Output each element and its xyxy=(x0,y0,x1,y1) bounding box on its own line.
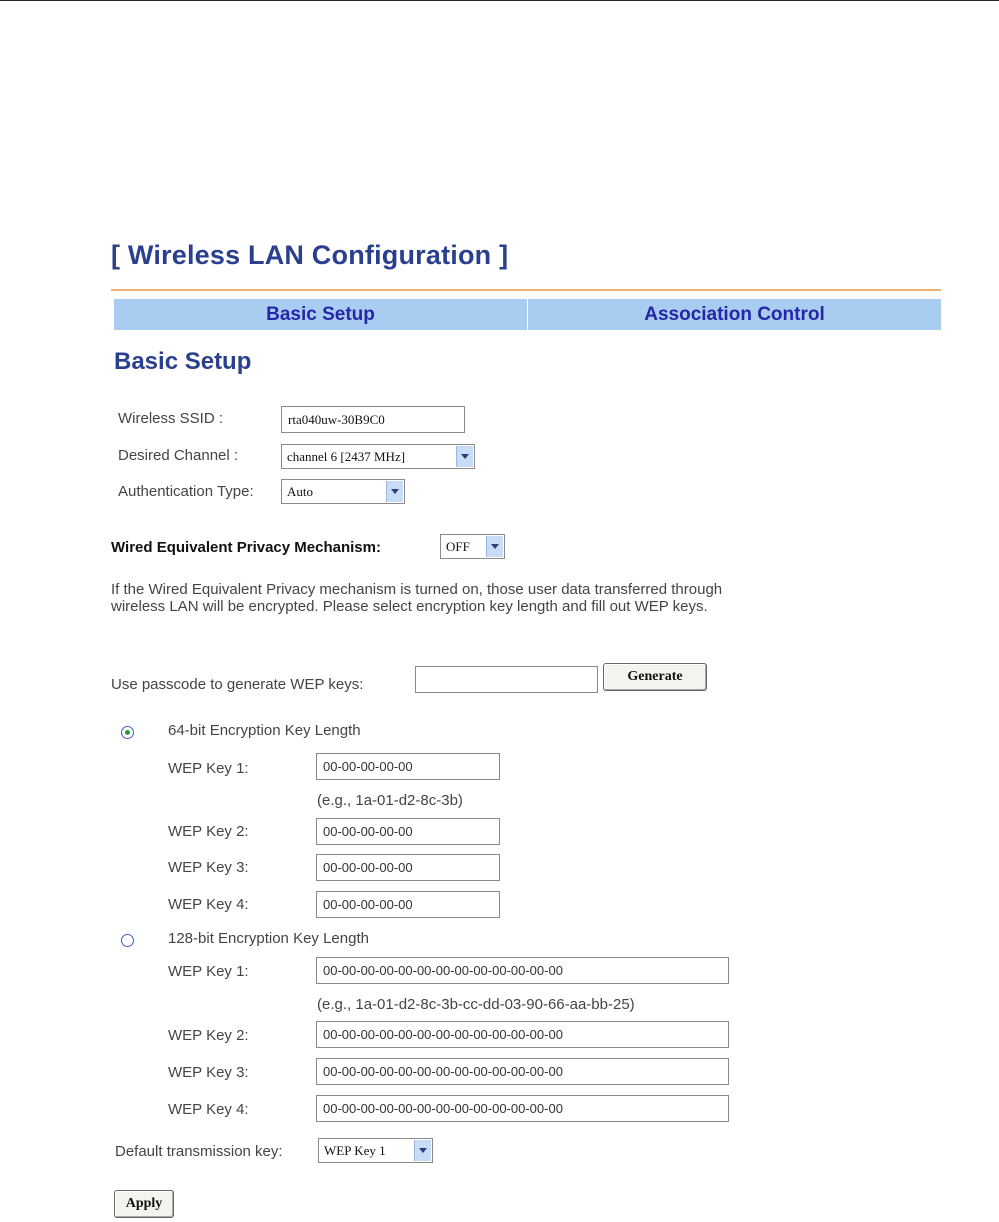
wep-mechanism-select-value: OFF xyxy=(446,539,470,554)
wep-info-text: If the Wired Equivalent Privacy mechanism is turned on, those user data transferred through wireless LAN will be encrypted. Please select encryption key length and fill out WEP keys. xyxy=(111,581,723,615)
channel-label: Desired Channel : xyxy=(118,447,239,464)
section-title: Basic Setup xyxy=(114,348,252,375)
channel-select[interactable] xyxy=(281,444,475,469)
enc64-label: 64-bit Encryption Key Length xyxy=(168,722,361,739)
enc64-key3-input[interactable]: 00-00-00-00-00 xyxy=(316,854,500,881)
page-title: [ Wireless LAN Configuration ] xyxy=(111,240,509,270)
enc128-label: 128-bit Encryption Key Length xyxy=(168,930,369,947)
enc128-key4-label: WEP Key 4: xyxy=(168,1101,249,1118)
enc64-key4-input[interactable]: 00-00-00-00-00 xyxy=(316,891,500,918)
enc128-key4-input[interactable]: 00-00-00-00-00-00-00-00-00-00-00-00-00 xyxy=(316,1095,729,1122)
tab-basic-setup[interactable]: Basic Setup xyxy=(266,303,375,325)
apply-button[interactable]: Apply xyxy=(114,1190,174,1218)
passcode-input[interactable] xyxy=(415,666,598,693)
enc64-key1-input[interactable]: 00-00-00-00-00 xyxy=(316,753,500,780)
top-border-line xyxy=(0,0,999,1)
enc128-key2-input[interactable]: 00-00-00-00-00-00-00-00-00-00-00-00-00 xyxy=(316,1021,729,1048)
enc64-key3-label: WEP Key 3: xyxy=(168,859,249,876)
enc64-example: (e.g., 1a-01-d2-8c-3b) xyxy=(317,792,463,809)
enc128-key3-input[interactable]: 00-00-00-00-00-00-00-00-00-00-00-00-00 xyxy=(316,1058,729,1085)
enc128-radio[interactable] xyxy=(121,934,134,947)
passcode-label: Use passcode to generate WEP keys: xyxy=(111,676,364,693)
enc64-key2-label: WEP Key 2: xyxy=(168,823,249,840)
default-key-select[interactable] xyxy=(318,1138,433,1163)
enc64-radio[interactable] xyxy=(121,726,134,739)
enc128-key3-label: WEP Key 3: xyxy=(168,1064,249,1081)
auth-type-label: Authentication Type: xyxy=(118,483,254,500)
enc64-key4-label: WEP Key 4: xyxy=(168,896,249,913)
default-key-select-value: WEP Key 1 xyxy=(324,1143,386,1158)
wep-mechanism-select[interactable] xyxy=(440,534,505,559)
chevron-down-icon xyxy=(486,536,503,557)
enc128-key1-input[interactable]: 00-00-00-00-00-00-00-00-00-00-00-00-00 xyxy=(316,957,729,984)
ssid-input[interactable]: rta040uw-30B9C0 xyxy=(281,406,465,433)
chevron-down-icon xyxy=(414,1140,431,1161)
enc128-key1-label: WEP Key 1: xyxy=(168,963,249,980)
generate-button[interactable]: Generate xyxy=(603,663,707,691)
enc128-example: (e.g., 1a-01-d2-8c-3b-cc-dd-03-90-66-aa-bb-25) xyxy=(317,996,635,1013)
enc128-key2-label: WEP Key 2: xyxy=(168,1027,249,1044)
tab-bar xyxy=(114,299,941,330)
chevron-down-icon xyxy=(456,446,473,467)
tab-association-control[interactable]: Association Control xyxy=(644,303,825,325)
enc64-key1-label: WEP Key 1: xyxy=(168,760,249,777)
wep-mechanism-label: Wired Equivalent Privacy Mechanism: xyxy=(111,539,381,556)
chevron-down-icon xyxy=(386,481,403,502)
enc64-key2-input[interactable]: 00-00-00-00-00 xyxy=(316,818,500,845)
auth-type-select-value: Auto xyxy=(287,484,313,499)
default-key-label: Default transmission key: xyxy=(115,1143,283,1160)
title-divider xyxy=(111,289,941,291)
auth-type-select[interactable] xyxy=(281,479,405,504)
channel-select-value: channel 6 [2437 MHz] xyxy=(287,449,406,464)
ssid-label: Wireless SSID : xyxy=(118,410,224,427)
